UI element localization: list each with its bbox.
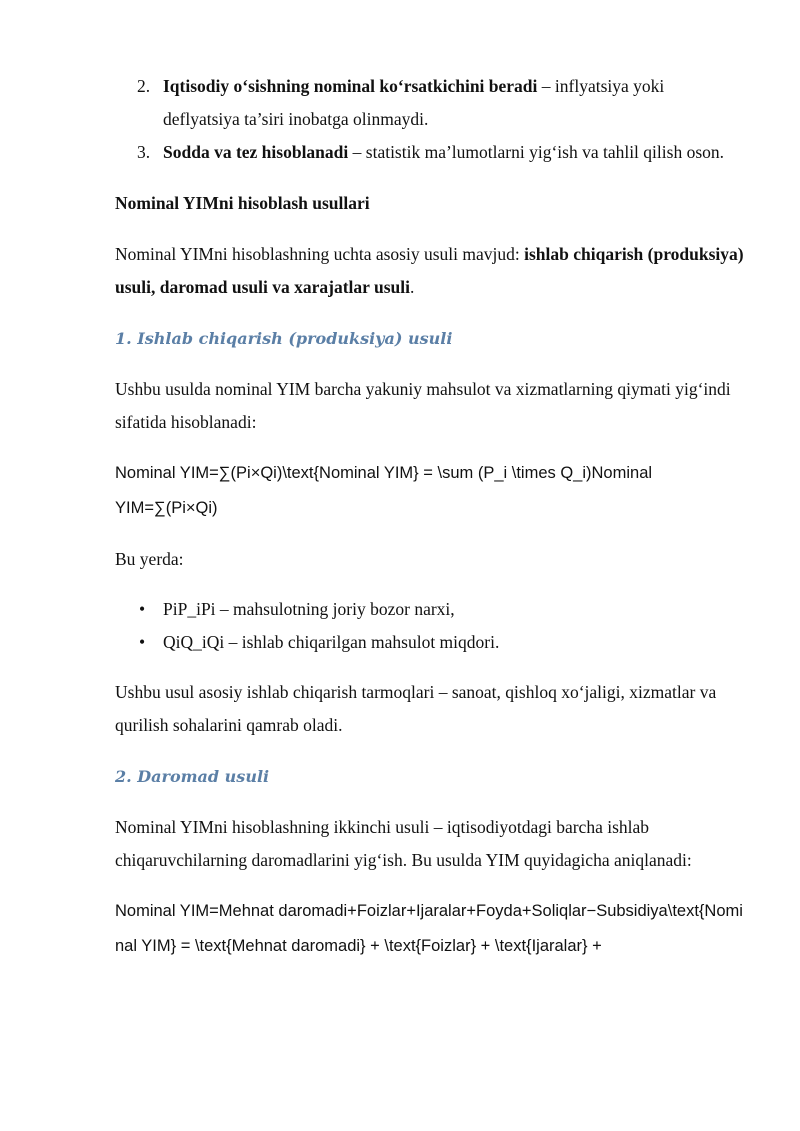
list-item [115, 70, 745, 136]
method1-note: Ushbu usul asosiy ishlab chiqarish tarmoqlari – sanoat, qishloq xo‘jaligi, xizmatlar va qurilish sohalarini qamrab oladi. [115, 682, 717, 735]
method1-heading: 1. Ishlab chiqarish (produksiya) usuli [115, 329, 453, 348]
method1-description: Ushbu usulda nominal YIM barcha yakuniy mahsulot va xizmatlarning qiymati yig‘indi sifatida hisoblanadi: [115, 379, 731, 432]
method2-description: Nominal YIMni hisoblashning ikkinchi usuli – iqtisodiyotdagi barcha ishlab chiqaruvchilarning daromadlarini yig‘ish. Bu usulda YIM quyidagicha aniqlanadi: [115, 817, 692, 870]
document-page [115, 70, 745, 964]
list-item [115, 626, 745, 659]
list-item [115, 136, 745, 169]
intro-text: Nominal YIMni hisoblashning uchta asosiy usuli mavjud: [115, 244, 525, 264]
list-item-text [163, 70, 745, 136]
method2-formula: Nominal YIM=Mehnat daromadi+Foizlar+Ijaralar+Foyda+Soliqlar−Subsidiya\text{Nominal YIM} = \text{Mehnat daromadi} + \text{Foizlar} + \text{Ijaralar} + [115, 902, 743, 955]
numbered-list [115, 70, 745, 169]
list-item-text: PiP_iPi – mahsulotning joriy bozor narxi, [163, 599, 455, 619]
list-item-rest: – inflyatsiya yoki deflyatsiya ta’siri inobatga olinmaydi. [163, 76, 665, 129]
variable-list [115, 593, 745, 659]
section-title-text: Nominal YIMni hisoblash usullari [115, 193, 370, 213]
list-item [115, 593, 745, 626]
method1-formula: Nominal YIM=∑(Pi×Qi)\text{Nominal YIM} = \sum (P_i \times Q_i)Nominal YIM=∑(Pi×Qi) [115, 464, 653, 517]
list-number: 2. [137, 76, 151, 96]
where-label: Bu yerda: [115, 549, 184, 569]
section-title [115, 187, 745, 220]
bullet-icon: • [139, 632, 146, 652]
list-number: 3. [137, 142, 151, 162]
method2-heading: 2. Daromad usuli [115, 767, 270, 786]
bullet-icon: • [139, 599, 146, 619]
list-item-bold: Sodda va tez hisoblanadi [163, 142, 349, 162]
list-item-text [163, 136, 745, 169]
list-item-rest: – statistik ma’lumotlarni yig‘ish va tahlil qilish oson. [348, 142, 725, 162]
intro-end: . [409, 277, 415, 297]
intro-bold: ishlab chiqarish (produksiya) usuli, daromad usuli va xarajatlar usuli [115, 244, 744, 297]
list-item-text: QiQ_iQi – ishlab chiqarilgan mahsulot miqdori. [163, 632, 500, 652]
intro-paragraph [115, 238, 745, 304]
list-item-bold: Iqtisodiy o‘sishning nominal ko‘rsatkichini beradi [163, 76, 538, 96]
